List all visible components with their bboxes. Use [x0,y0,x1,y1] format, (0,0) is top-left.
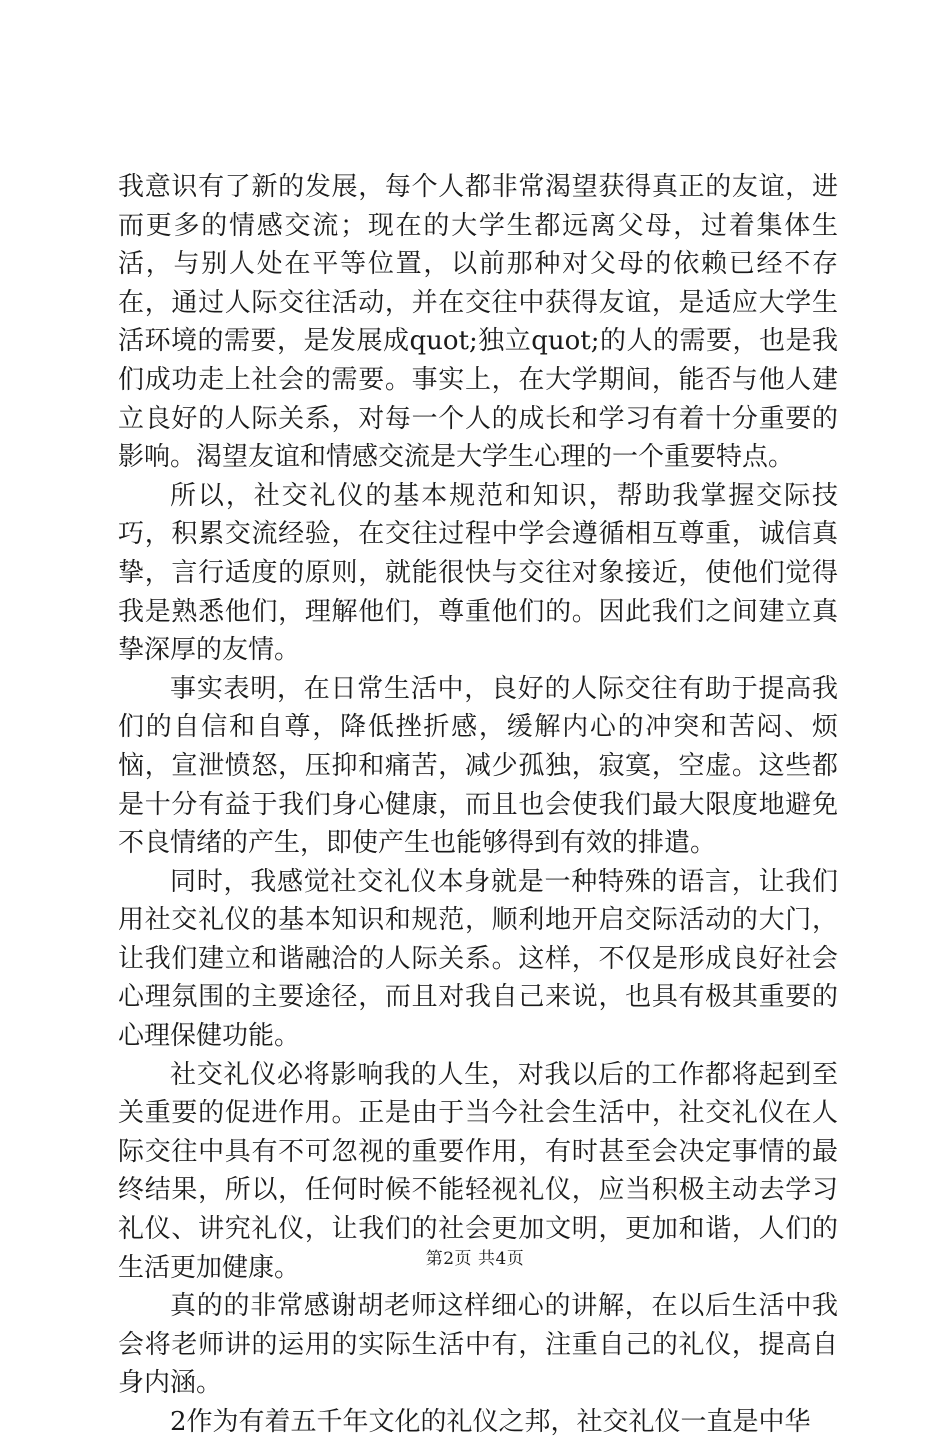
paragraph-1: 我意识有了新的发展，每个人都非常渴望获得真正的友谊，进而更多的情感交流；现在的大学生都远离父母，过着集体生活，与别人处在平等位置，以前那种对父母的依赖已经不存在，通过人际交往活动，并在交往中获得友谊，是适应大学生活环境的需要，是发展成quot;独立quot;的人的需要，也是我们成功走上社会的需要。事实上，在大学期间，能否与他人建立良好的人际关系，对每一个人的成长和学习有着十分重要的影响。渴望友谊和情感交流是大学生心理的一个重要特点。 [118,172,838,473]
paragraph-7: 2作为有着五千年文化的礼仪之邦，社交礼仪一直是中华 [170,1407,811,1437]
page-footer: 第2页 共4页 [425,1249,525,1269]
paragraph-5: 社交礼仪必将影响我的人生，对我以后的工作都将起到至关重要的促进作用。正是由于当今社会生活中，社交礼仪在人际交往中具有不可忽视的重要作用，有时甚至会决定事情的最终结果，所以，任何时候不能轻视礼仪，应当积极主动去学习礼仪、讲究礼仪，让我们的社会更加文明，更加和谐，人们的生活更加健康。 [118,1059,838,1283]
paragraph-2: 所以，社交礼仪的基本规范和知识，帮助我掌握交际技巧，积累交流经验，在交往过程中学会遵循相互尊重，诚信真挚，言行适度的原则，就能很快与交往对象接近，使他们觉得我是熟悉他们，理解他们，尊重他们的。因此我们之间建立真挚深厚的友情。 [118,480,838,666]
paragraph-6: 真的的非常感谢胡老师这样细心的讲解，在以后生活中我会将老师讲的运用的实际生活中有，注重自己的礼仪，提高自身内涵。 [118,1291,838,1399]
paragraph-3: 事实表明，在日常生活中，良好的人际交往有助于提高我们的自信和自尊，降低挫折感，缓解内心的冲突和苦闷、烦恼，宣泄愤怒，压抑和痛苦，减少孤独，寂寞，空虚。这些都是十分有益于我们身心健康，而且也会使我们最大限度地避免不良情绪的产生，即使产生也能够得到有效的排遣。 [118,673,838,859]
paragraph-4: 同时，我感觉社交礼仪本身就是一种特殊的语言，让我们用社交礼仪的基本知识和规范，顺利地开启交际活动的大门，让我们建立和谐融洽的人际关系。这样，不仅是形成良好社会心理氛围的主要途径，而且对我自己来说，也具有极其重要的心理保健功能。 [118,866,838,1052]
